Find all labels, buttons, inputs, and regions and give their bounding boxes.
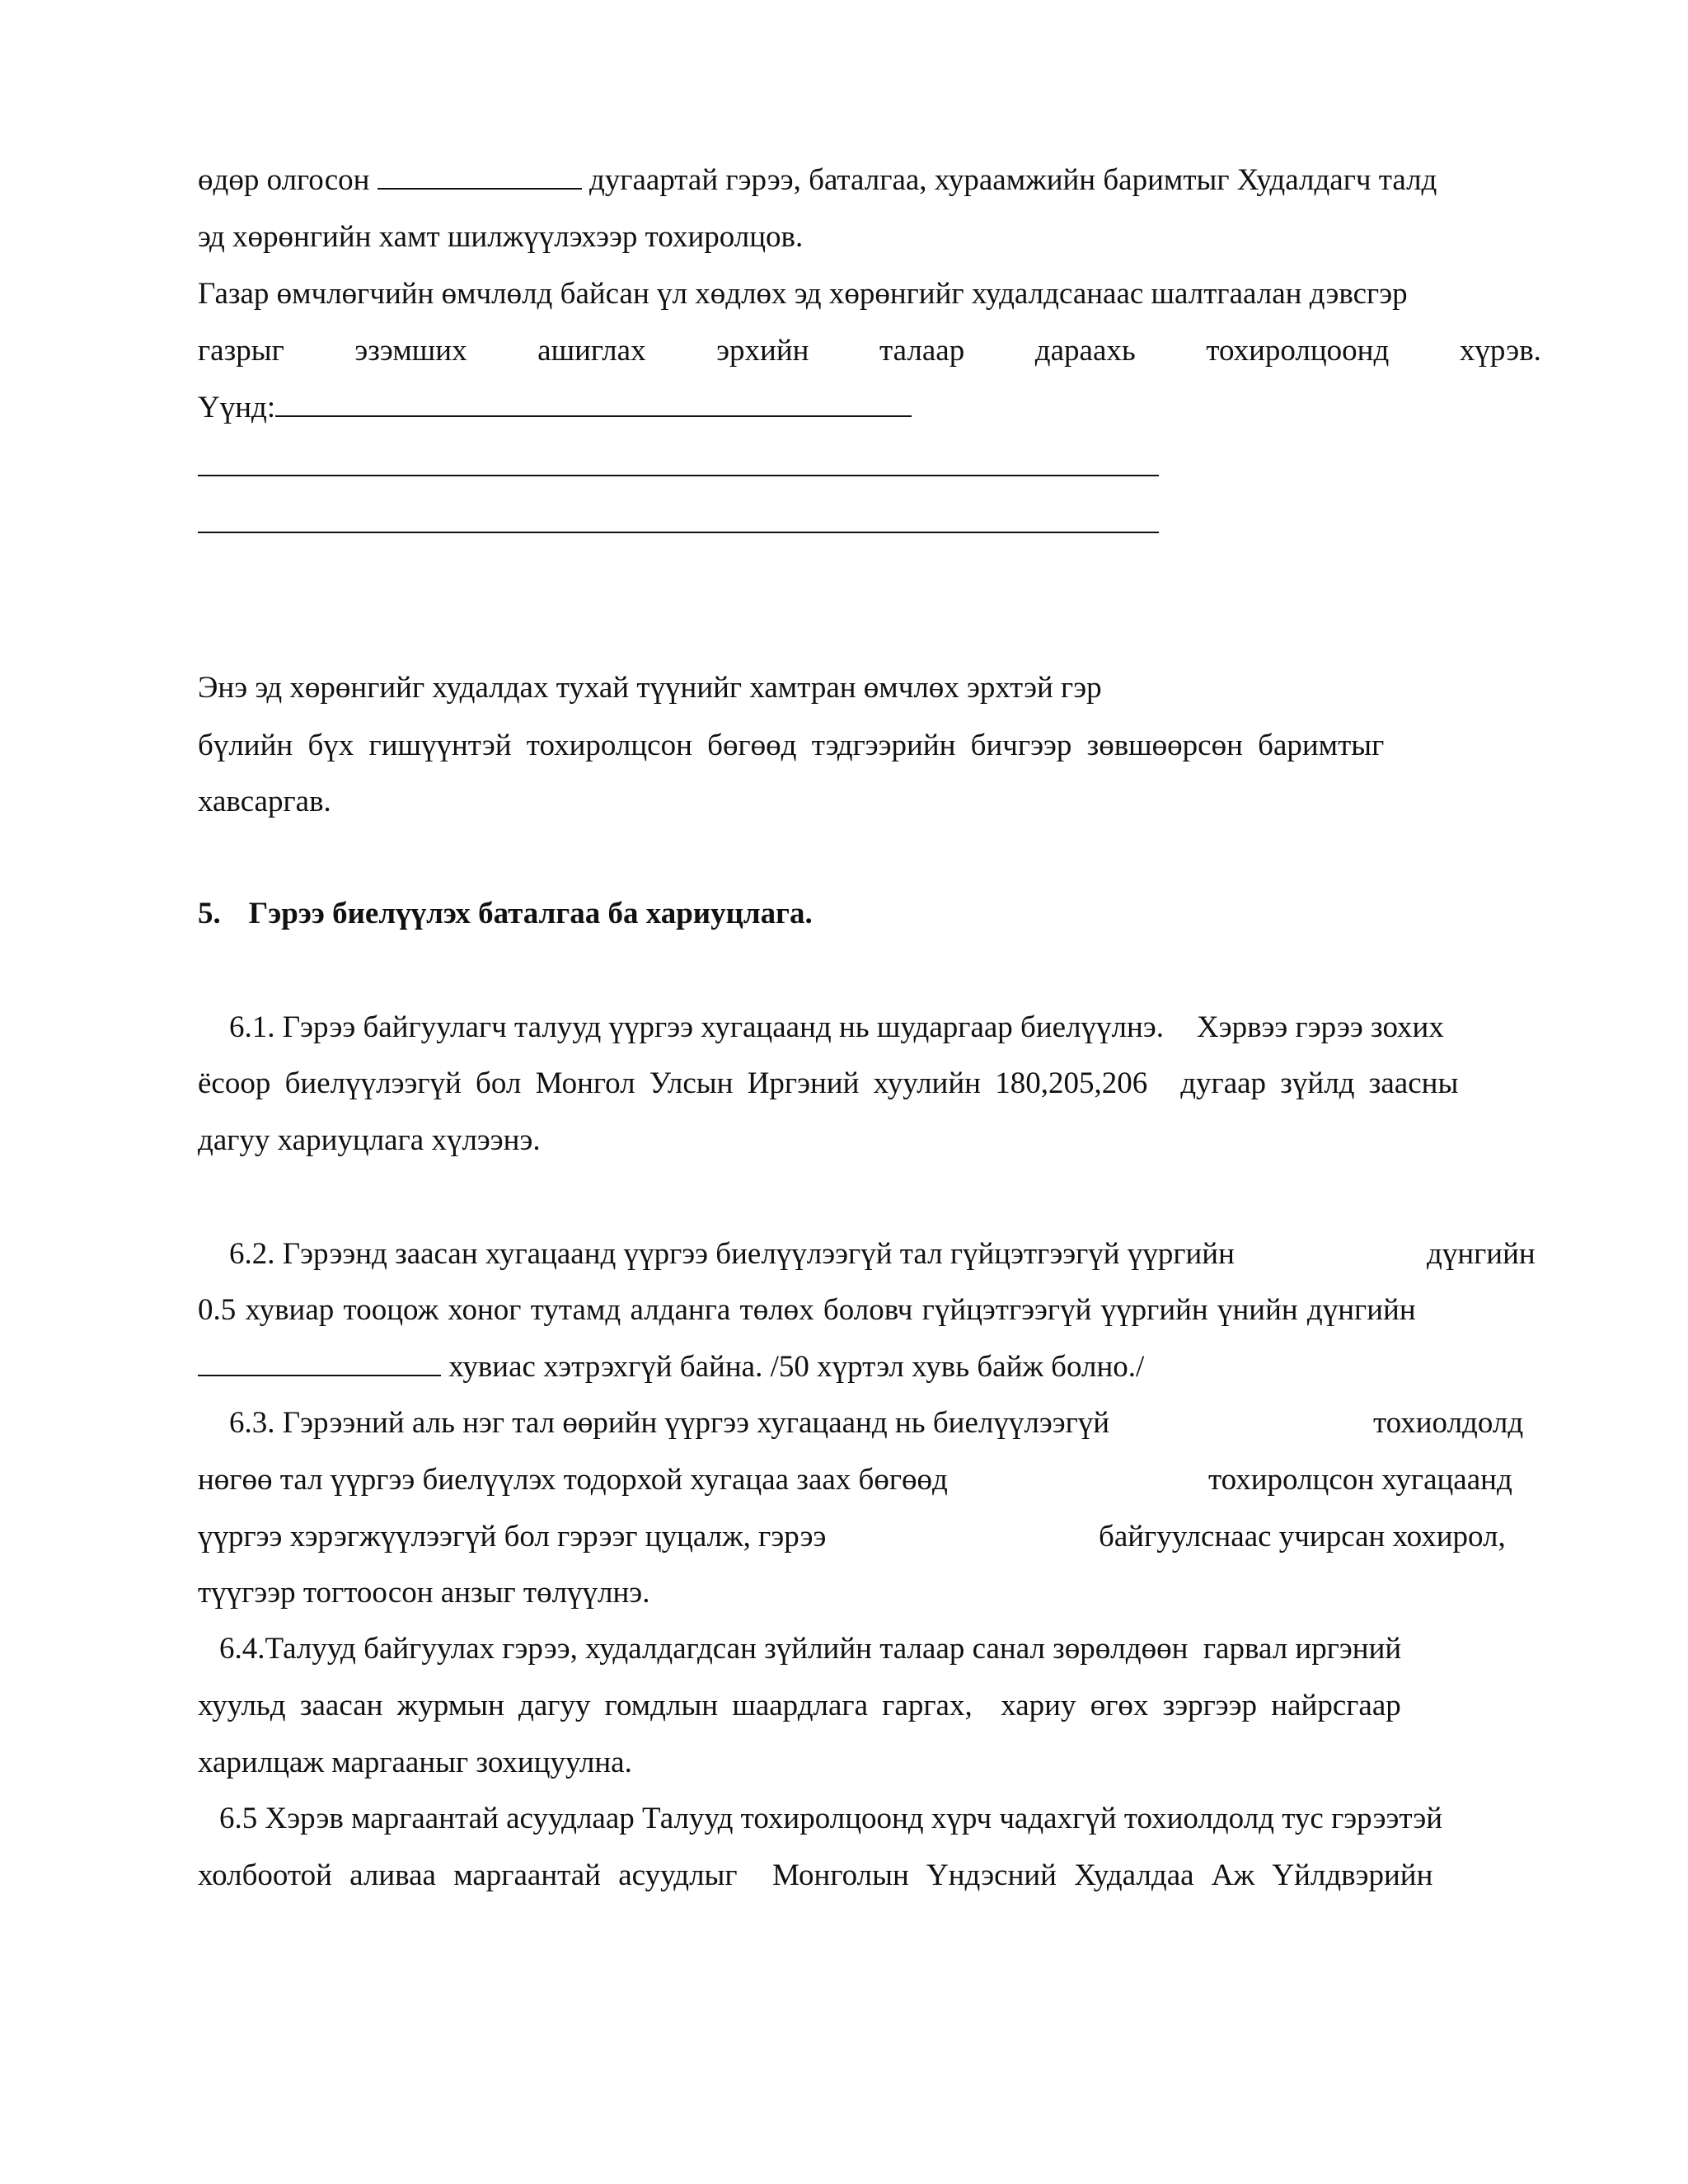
fill-blank: [198, 1375, 441, 1376]
text-line: Газар өмчлөгчийн өмчлөлд байсан үл хөдлөх эд хөрөнгийг худалдсанаас шалтгаалан дэвсгэр: [198, 277, 1408, 311]
section-title: Гэрээ биелүүлэх баталгаа ба хариуцлага.: [248, 897, 813, 930]
section-heading: [198, 898, 813, 929]
word: тохиролцоонд: [1206, 334, 1390, 368]
text-line: хавсаргав.: [198, 785, 331, 818]
section-number: 5.: [198, 897, 221, 930]
text-line: 6.5 Хэрэв маргаантай асуудлаар Талууд тохиролцоонд хүрч чадахгүй тохиолдолд тус гэрээтэй: [219, 1802, 1443, 1835]
text-line: дагуу хариуцлага хүлээнэ.: [198, 1123, 541, 1157]
text-line: тохиолдолд: [1373, 1406, 1524, 1440]
text-line: хуульд заасан журмын дагуу гомдлын шаардлага гаргах, хариу өгөх зэргээр найрсгаар: [198, 1689, 1401, 1722]
word: талаар: [879, 334, 965, 368]
justified-line: [198, 335, 1541, 366]
text-line: дүнгийн: [1427, 1237, 1536, 1271]
word: газрыг: [198, 334, 284, 368]
text-line: нөгөө тал үүргээ биелүүлэх тодорхой хугацаа заах бөгөөд: [198, 1463, 948, 1497]
word: эрхийн: [716, 334, 809, 368]
text-line: харилцаж маргааныг зохицуулна.: [198, 1746, 632, 1779]
text-line: эд хөрөнгийн хамт шилжүүлэхээр тохиролцов.: [198, 220, 804, 254]
text-line: [198, 392, 912, 423]
text-span: дугаартай гэрээ, баталгаа, хураамжийн баримтыг Худалдагч талд: [588, 163, 1437, 197]
text-span: дугаар зүйлд заасны: [1180, 1066, 1459, 1100]
text-span: хувиас хэтрэхгүй байна. /50 хүртэл хувь байж болно./: [448, 1350, 1145, 1384]
word: эзэмших: [354, 334, 467, 368]
text-span: 6.1. Гэрээ байгуулагч талууд үүргээ хугацаанд нь шударгаар биелүүлнэ.: [229, 1010, 1164, 1044]
fill-line: [198, 475, 1159, 476]
text-span: ёсоор биелүүлээгүй бол Монгол Улсын Иргэний хуулийн 180,205,206: [198, 1066, 1148, 1100]
text-line: тохиролцсон хугацаанд: [1208, 1463, 1512, 1497]
text-line: түүгээр тогтоосон анзыг төлүүлнэ.: [198, 1576, 650, 1610]
text-line: 0.5 хувиар тооцож хоног тутамд алданга төлөх боловч гүйцэтгээгүй үүргийн үнийн дүнгийн: [198, 1293, 1416, 1327]
text-line: 6.2. Гэрээнд заасан хугацаанд үүргээ биелүүлээгүй тал гүйцэтгээгүй үүргийн: [229, 1237, 1235, 1271]
fill-line: [198, 532, 1159, 533]
fill-blank: [275, 415, 912, 417]
document-page: [198, 0, 1541, 2184]
text-line: байгуулснаас учирсан хохирол,: [1099, 1520, 1506, 1554]
fill-blank: [377, 188, 582, 190]
text-span: Үүнд:: [198, 391, 276, 424]
text-line: [229, 1012, 1444, 1043]
text-line: холбоотой аливаа маргаантай асуудлыг Монголын Үндэсний Худалдаа Аж Үйлдвэрийн: [198, 1858, 1433, 1892]
text-span: Хэрвээ гэрээ зохих: [1196, 1010, 1444, 1044]
word: ашиглах: [537, 334, 646, 368]
word: хүрэв.: [1459, 334, 1541, 368]
text-span: өдөр олгосон: [198, 163, 370, 197]
text-line: 6.3. Гэрээний аль нэг тал өөрийн үүргээ хугацаанд нь биелүүлээгүй: [229, 1406, 1110, 1440]
text-line: [198, 1068, 1458, 1099]
text-line: [198, 165, 1437, 195]
text-line: Энэ эд хөрөнгийг худалдах тухай түүнийг хамтран өмчлөх эрхтэй гэр: [198, 671, 1102, 705]
text-line: бүлийн бүх гишүүнтэй тохиролцсон бөгөөд тэдгээрийн бичгээр зөвшөөрсөн баримтыг: [198, 729, 1385, 762]
text-line: [198, 1352, 1144, 1382]
text-line: 6.4.Талууд байгуулах гэрээ, худалдагдсан зүйлийн талаар санал зөрөлдөөн гарвал иргэний: [219, 1632, 1402, 1666]
text-line: үүргээ хэрэгжүүлээгүй бол гэрээг цуцалж, гэрээ: [198, 1520, 827, 1554]
word: дараахь: [1034, 334, 1136, 368]
